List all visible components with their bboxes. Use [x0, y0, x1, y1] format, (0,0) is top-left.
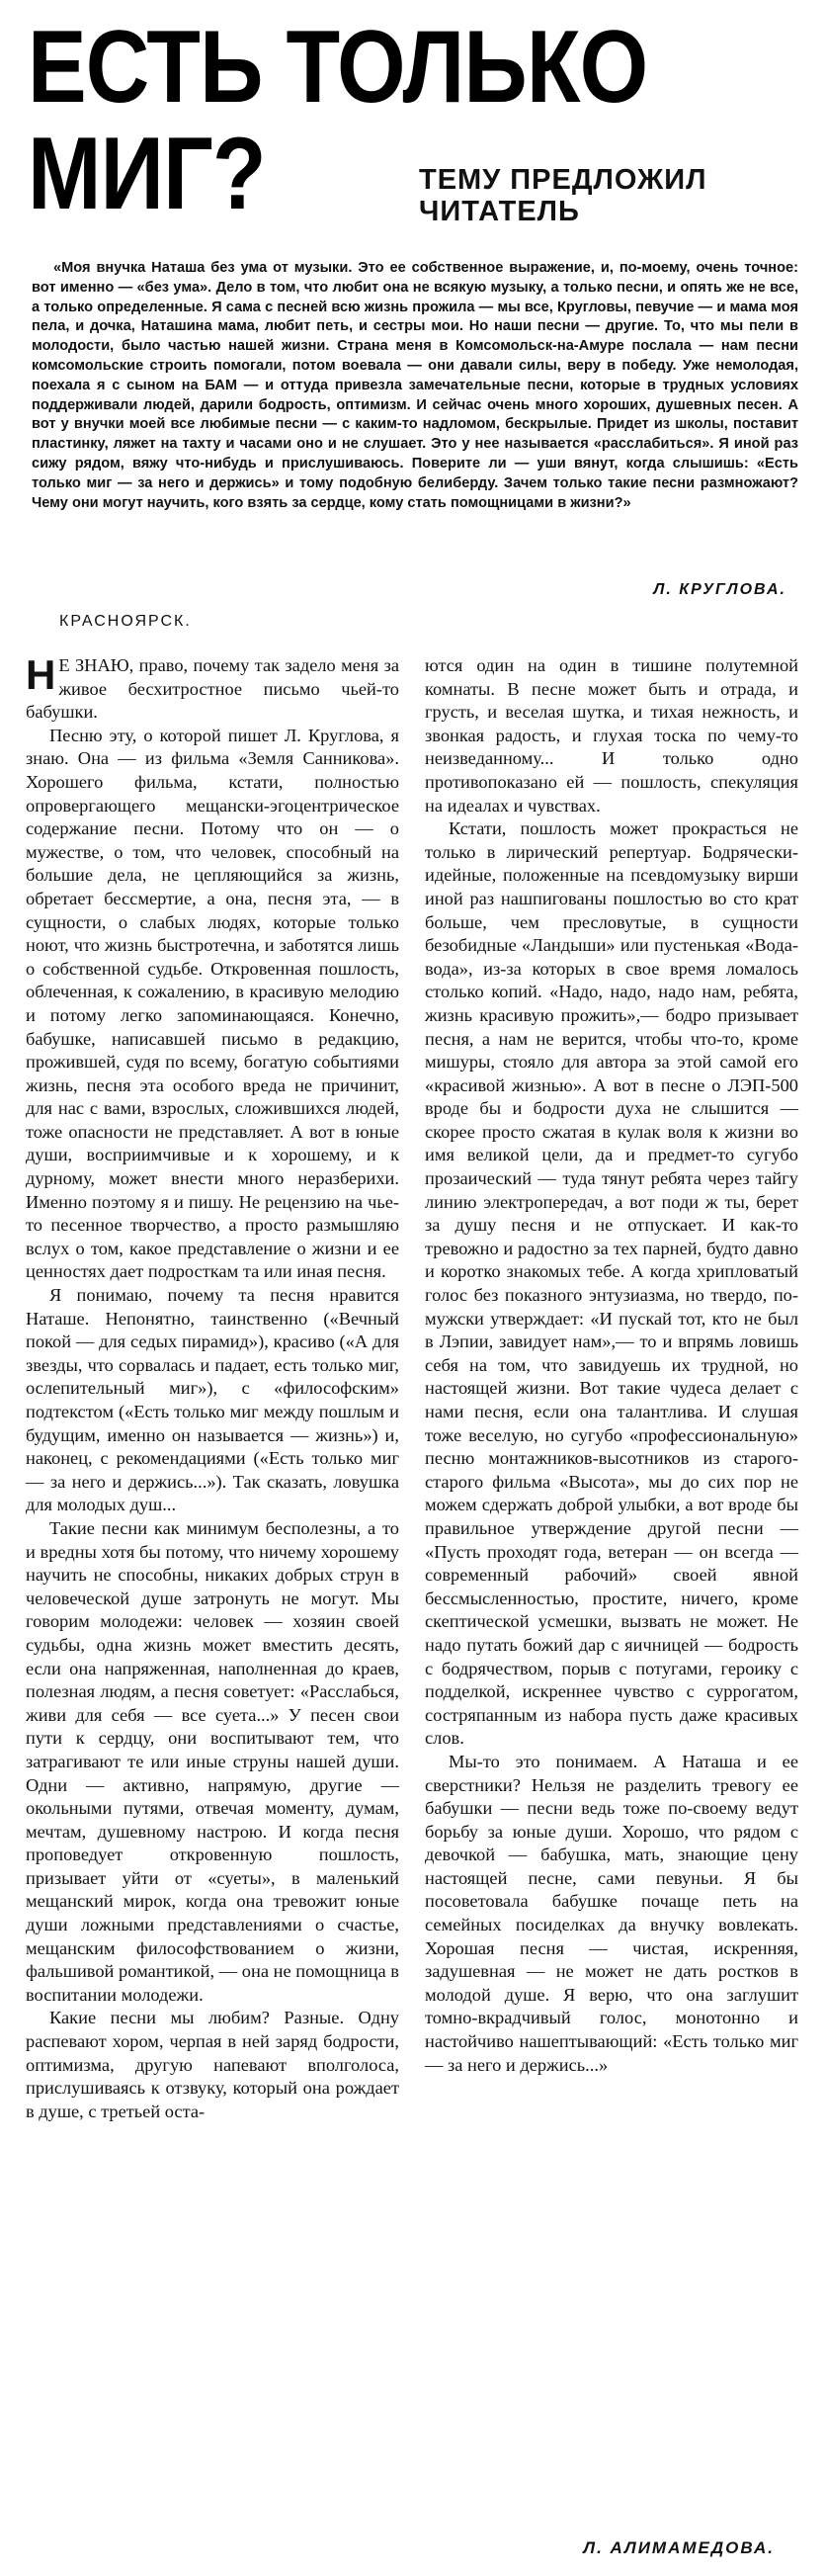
article-paragraph-text: Я понимаю, почему та песня нравится Наташе. Непонятно, таинственно («Вечный покой — для седых пирамид»), красиво («А для звезды, что сорвалась и падает, есть только миг, ослепительный миг»), с «философским» подтекстом («Есть только миг между пошлым и будущим, именно он называется — жизнь») и, наконец, с рекомендациями («Есть только миг — за него и держись...»). Так сказать, ловушка для молодых душ... — [26, 1285, 399, 1515]
article-paragraph-text: Такие песни как минимум бесполезны, а то и вредны хотя бы потому, что ничему хорошему научить не способны, никаких добрых струн в человеческой душе затронуть не могут. Мы говорим молодежи: человек — хозяин своей судьбы, одна жизнь может вместить десять, если она напряженная, наполненная до краев, полезная людям, а песня советует: «Расслабься, живи для себя — все суета...» У песен свои пути к сердцу, они воспитывают тем, что затрагивают те или иные струны нашей души. Одни — активно, напрямую, другие — окольными путями, отвечая моменту, думам, мечтам, душевному настрою. И когда песня проповедует откровенную пошлость, призывает уйти от «суеты», в маленький мещанский мирок, когда она тревожит юные души ложными представлениями о счастье, мещанским философствованием о жизни, фальшивой романтикой, — она не помощница в воспитании молодежи. — [26, 1517, 399, 2005]
headline-line-1: ЕСТЬ ТОЛЬКО — [28, 10, 648, 125]
article-column-2 — [425, 654, 798, 2077]
article-paragraph-text: Песню эту, о которой пишет Л. Круглова, я знаю. Она — из фильма «Земля Санникова». Хорошего фильма, кстати, полностью опровергающего мещански-эгоцентрическое содержание песни. Потому что он — о мужестве, о том, что человек, способный на большие дела, не цепляющийся за жизнь, обретает бессмертие, а она, песня эта, — в сущности, о слабых людях, которые только ноют, что жизнь быстротечна, и заботятся лишь о собственной судьбе. Откровенная пошлость, облеченная, к сожалению, в красивую мелодию и потому легко запоминающаяся. Конечно, бабушке, написавшей письмо в редакцию, прожившей, судя по всему, богатую событиями жизнь, песня эта особого вреда не причинит, для нас с вами, взрослых, сложившихся людей, тоже опасности не представляет. А вот в юные души, восприимчивые и к хорошему, и к дурному, может внести много неразберихи. Именно поэтому я и пишу. Не рецензию на чье-то песенное творчество, а просто размышляю вслух о том, какое представление о жизни и ее ценностях дает подросткам та или иная песня. — [26, 725, 399, 1282]
subheading-line-1: ТЕМУ ПРЕДЛОЖИЛ — [419, 164, 707, 196]
article-paragraph-text: Кстати, пошлость может прокрасться не только в лирический репертуар. Бодрячески-идейные, положенные на псевдомузыку вирши иной раз нашпигованы пошлостью во сто крат больше, чем пресловутые, в сущности безобидные «Ландыши» или пустенькая «Вода-вода», из-за которых в свое время ломалось столько копий. «Надо, надо, надо нам, ребята, жизнь красивую прожить»,— бодро призывает песня, а нам не верится, чтобы что-то, кроме мишуры, стояло для автора за этой самой его «красивой жизнью». А вот в песне о ЛЭП-500 вроде бы и бодрости духа не слышится — скорее просто сжатая в кулак воля к жизни во имя великой цели, да и предмет-то сугубо прозаический — туда тянут ребята через тайгу линию электропередач, а вот поди ж ты, берет за душу песня и не отпускает. И как-то тревожно и радостно за тех парней, будто давно и коротко знакомых тебе. А когда хрипловатый голос без показного энтузиазма, но твердо, по-мужски утверждает: «И пускай тот, кто не был в Лэпии, завидует нам»,— то и впрямь ловишь себя на том, что завидуешь их трудной, но настоящей жизни. Вот такие чудеса делает с нами песня, если она талантлива. И слушая тоже веселую, но сугубо «профессиональную» песню монтажников-высотников из старого-старого фильма «Высота», мы до сих пор не можем сдержать доброй улыбки, а вот вроде бы правильное утверждение другой песни — «Пусть проходят года, ветеран — он всегда — современный рабочий» своей явной бессмысленностью, простите, ничего, кроме скептической усмешки, вызвать не может. Не надо путать божий дар с яичницей — бодрость с бодрячеством, порыв с потугами, героику с подделкой, искреннее чувство с суррогатом, состряпанным из набора пусть даже красивых слов. — [425, 818, 798, 1749]
subheading-line-2: ЧИТАТЕЛЬ — [419, 196, 580, 227]
article-paragraph — [26, 1284, 399, 1517]
article-column-1 — [26, 651, 399, 2123]
article-paragraph — [26, 1517, 399, 2007]
article-paragraph-text: ются один на один в тишине полутемной комнаты. В песне может быть и отрада, и грусть, и веселая шутка, и тихая нежность, и звонкая радость, и глухая тоска по чему-то неизведанному... И только одно противопоказано ей — пошлость, спекуляция на идеалах и чувствах. — [425, 655, 798, 816]
article-paragraph — [26, 2007, 399, 2123]
reader-letter — [32, 259, 798, 513]
headline-line-2: МИГ? — [28, 117, 266, 231]
article-signature: Л. АЛИМАМЕДОВА. — [583, 2538, 775, 2557]
article-paragraph-text: Е ЗНАЮ, право, почему так задело меня за живое бесхитростное письмо чьей-то бабушки. — [26, 655, 399, 723]
article-paragraph-text: Какие песни мы любим? Разные. Одну распевают хором, черпая в ней заряд бодрости, оптимизма, другую напевают вполголоса, прислушиваясь к отзвуку, который она рождает в душе, с третьей оста- — [26, 2008, 399, 2121]
article-paragraph — [425, 654, 798, 817]
article-paragraph-text: Мы-то это понимаем. А Наташа и ее сверстники? Нельзя не разделить тревогу ее бабушки — песни ведь тоже по-своему ведут борьбу за юные души. Хорошо, что рядом с девочкой — бабушка, мать, знающие цену настоящей песне, сами певуньи. Я бы посоветовала бабушке почаще петь на семейных посиделках да внучку вовлекать. Хорошая песня — чистая, искренняя, задушевная — не может не дать ростков в молодой душе. Я верю, что она заглушит томно-вкрадчивый голос, монотонно и настойчиво нашептывающий: «Есть только миг — за него и держись...» — [425, 1751, 798, 2075]
letter-city: КРАСНОЯРСК. — [59, 613, 192, 630]
subheading — [419, 164, 814, 227]
article-paragraph — [425, 817, 798, 1751]
article-paragraph — [425, 1751, 798, 2077]
letter-signature: Л. КРУГЛОВА. — [653, 581, 786, 598]
drop-cap: Н — [26, 651, 56, 698]
article-paragraph — [26, 651, 399, 725]
reader-letter-text: «Моя внучка Наташа без ума от музыки. Это ее собственное выражение, и, по-моему, очень точное: вот именно — «без ума». Дело в том, что любит она не всякую музыку, а только песни, и опять же не все, а только определенные. Я сама с песней всю жизнь прожила — мы все, Кругловы, певучие — и мама моя пела, и дочка, Наташина мама, любит петь, и сестры мои. Но наши песни — другие. То, что мы пели в молодости, было частью нашей жизни. Страна меня в Комсомольск-на-Амуре послала — нам песни комсомольские строить помогали, потом воевала — они давали силы, веру в победу. Уже немолодая, поехала я с сыном на БАМ — и оттуда привезла замечательные песни, которые в трудных условиях поддерживали людей, дарили бодрость, оптимизм. И сейчас очень много хороших, душевных песен. А вот у внучки моей все любимые песни — с каким-то надломом, бескрылые. Придет из школы, поставит пластинку, ляжет на тахту и часами оно и не слушает. Это у нее называется «расслабиться». Я иной раз сижу рядом, вяжу что-нибудь и прислушиваюсь. Поверите ли — уши вянут, когда слышишь: «Есть только миг — за него и держись» и тому подобную белиберду. Зачем только такие песни размножают? Чему они могут научить, кого взять за сердце, кому стать помощницами в жизни?» — [32, 260, 798, 511]
article-paragraph — [26, 725, 399, 1284]
